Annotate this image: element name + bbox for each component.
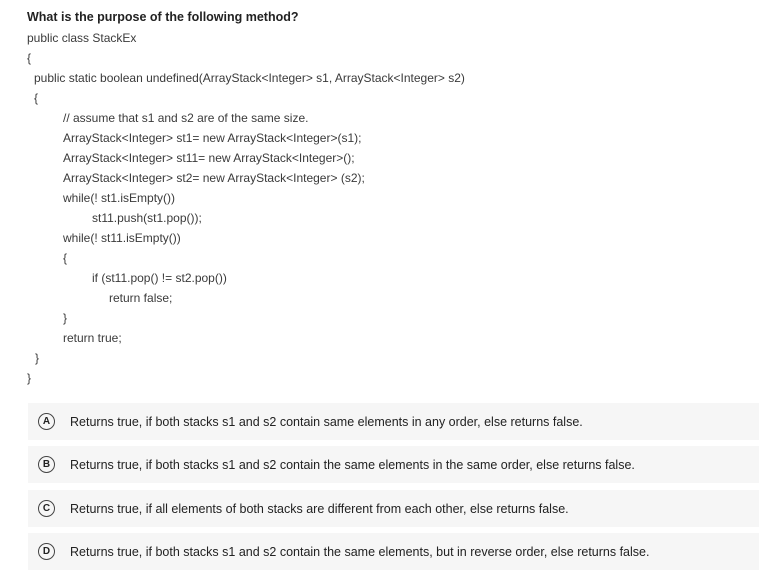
option-label: Returns true, if both stacks s1 and s2 contain same elements in any order, else returns false. [70,414,583,429]
option-label: Returns true, if both stacks s1 and s2 contain the same elements, but in reverse order, else returns false. [70,544,650,559]
code-line: return true; [63,331,122,345]
option-label: Returns true, if both stacks s1 and s2 contain the same elements in the same order, else returns false. [70,457,635,472]
option-letter-badge: A [38,413,55,430]
option-a[interactable] [28,403,759,440]
code-line: } [27,371,32,385]
code-line: } [63,311,68,325]
option-letter-badge: C [38,500,55,517]
option-letter-badge: D [38,543,55,560]
code-line: { [27,51,32,65]
option-d[interactable] [28,533,759,570]
code-line: while(! st1.isEmpty()) [63,191,176,205]
option-letter-badge: B [38,456,55,473]
code-line: ArrayStack<Integer> st11= new ArrayStack<Integer>(); [63,151,355,165]
option-c[interactable] [28,490,759,527]
code-line: } [35,351,40,365]
code-line: ArrayStack<Integer> st2= new ArrayStack<Integer> (s2); [63,171,365,185]
code-line: public static boolean undefined(ArrayStack<Integer> s1, ArrayStack<Integer> s2) [34,71,465,85]
option-label: Returns true, if all elements of both stacks are different from each other, else returns false. [70,501,569,516]
option-b[interactable] [28,446,759,483]
question-title: What is the purpose of the following method? [27,10,299,24]
code-line: if (st11.pop() != st2.pop()) [92,271,227,285]
code-line: ArrayStack<Integer> st1= new ArrayStack<Integer>(s1); [63,131,362,145]
code-line: { [63,251,68,265]
code-line: while(! st11.isEmpty()) [63,231,181,245]
code-line: { [34,91,39,105]
code-line: st11.push(st1.pop()); [92,211,202,225]
code-line: return false; [109,291,173,305]
code-line: // assume that s1 and s2 are of the same size. [63,111,309,125]
code-line: public class StackEx [27,31,137,45]
